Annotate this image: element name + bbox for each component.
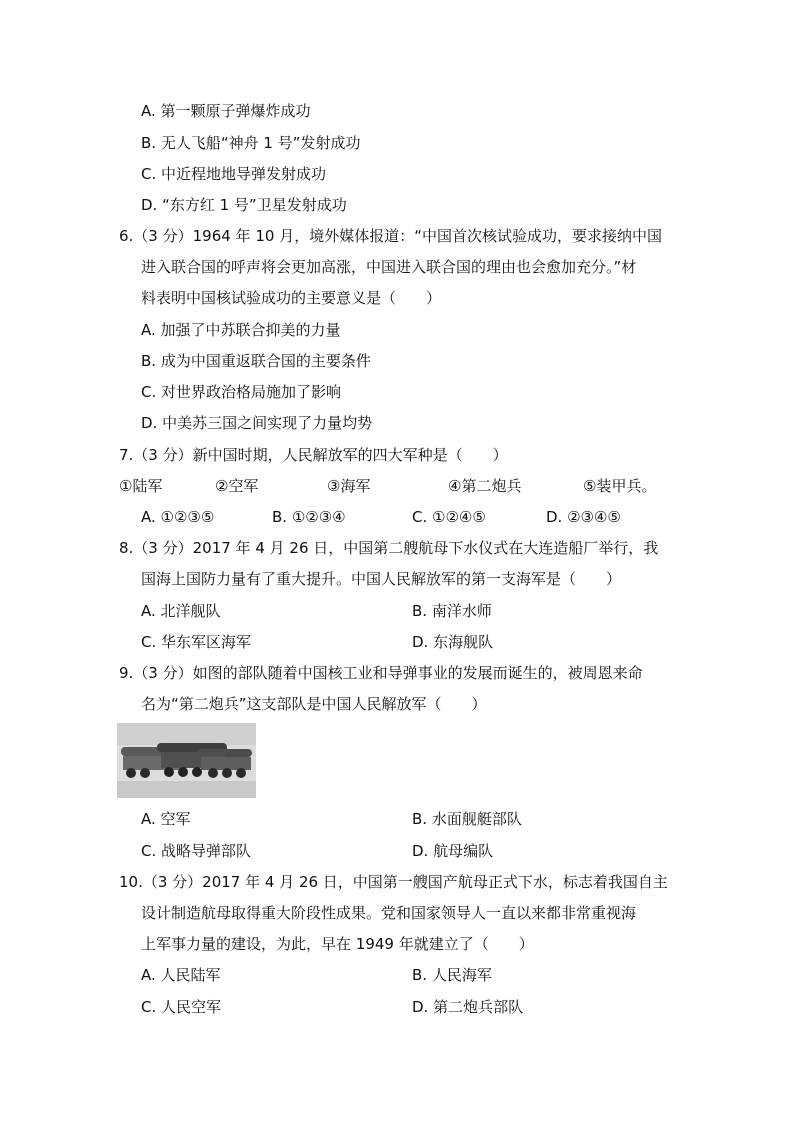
- q5-option-c: C. 中近程地地导弹发射成功: [141, 165, 327, 183]
- missile-vehicles-illustration: [117, 723, 256, 798]
- q9-stem-line2: 名为“第二炮兵”这支部队是中国人民解放军（ ）: [141, 695, 487, 713]
- q10-option-b: B. 人民海军: [412, 966, 492, 984]
- q5-option-b: B. 无人飞船“神舟 1 号”发射成功: [141, 134, 361, 152]
- q5-option-a: A. 第一颗原子弹爆炸成功: [141, 102, 311, 120]
- missile-troops-photo: [117, 723, 256, 798]
- q9-stem-line1: 9.（3 分）如图的部队随着中国核工业和导弹事业的发展而诞生的，被周恩来命: [119, 664, 643, 682]
- q9-option-a: A. 空军: [141, 810, 191, 828]
- q6-stem-line3: 料表明中国核试验成功的主要意义是（ ）: [141, 289, 442, 307]
- q6-stem-line1: 6.（3 分）1964 年 10 月，境外媒体报道：“中国首次核试验成功，要求接纳中国: [119, 227, 662, 245]
- q9-option-b: B. 水面舰艇部队: [412, 810, 522, 828]
- q8-stem-line2: 国海上国防力量有了重大提升。中国人民解放军的第一支海军是（ ）: [141, 570, 622, 588]
- q10-option-d: D. 第二炮兵部队: [412, 998, 524, 1016]
- q10-stem-line1: 10.（3 分）2017 年 4 月 26 日，中国第一艘国产航母正式下水，标志着我国自主: [119, 873, 668, 891]
- q7-option-c: C. ①②④⑤: [412, 508, 486, 526]
- q6-option-d: D. 中美苏三国之间实现了力量均势: [141, 414, 373, 432]
- q10-option-a: A. 人民陆军: [141, 966, 221, 984]
- q6-option-c: C. 对世界政治格局施加了影响: [141, 383, 342, 401]
- q5-option-d: D. “东方红 1 号”卫星发射成功: [141, 196, 347, 214]
- q8-option-c: C. 华东军区海军: [141, 633, 252, 651]
- q7-item-3: ③海军: [327, 477, 371, 495]
- q7-item-5: ⑤装甲兵。: [583, 477, 657, 495]
- q8-option-b: B. 南洋水师: [412, 602, 492, 620]
- q8-option-a: A. 北洋舰队: [141, 602, 221, 620]
- q8-option-d: D. 东海舰队: [412, 633, 494, 651]
- q10-stem-line3: 上军事力量的建设，为此，早在 1949 年就建立了（ ）: [141, 935, 534, 953]
- q9-option-c: C. 战略导弹部队: [141, 842, 252, 860]
- q7-option-a: A. ①②③⑤: [141, 508, 215, 526]
- q6-stem-line2: 进入联合国的呼声将会更加高涨，中国进入联合国的理由也会愈加充分。”材: [141, 258, 637, 276]
- q9-option-d: D. 航母编队: [412, 842, 494, 860]
- q8-stem-line1: 8.（3 分）2017 年 4 月 26 日，中国第二艘航母下水仪式在大连造船厂举行，我: [119, 539, 659, 557]
- q10-option-c: C. 人民空军: [141, 998, 222, 1016]
- q7-stem: 7.（3 分）新中国时期，人民解放军的四大军种是（ ）: [119, 446, 508, 464]
- q7-item-1: ①陆军: [119, 477, 163, 495]
- q7-item-2: ②空军: [215, 477, 259, 495]
- q6-option-b: B. 成为中国重返联合国的主要条件: [141, 352, 371, 370]
- q10-stem-line2: 设计制造航母取得重大阶段性成果。党和国家领导人一直以来都非常重视海: [141, 904, 637, 922]
- q6-option-a: A. 加强了中苏联合抑美的力量: [141, 321, 341, 339]
- q7-item-4: ④第二炮兵: [448, 477, 522, 495]
- q7-option-b: B. ①②③④: [272, 508, 346, 526]
- q7-option-d: D. ②③④⑤: [546, 508, 621, 526]
